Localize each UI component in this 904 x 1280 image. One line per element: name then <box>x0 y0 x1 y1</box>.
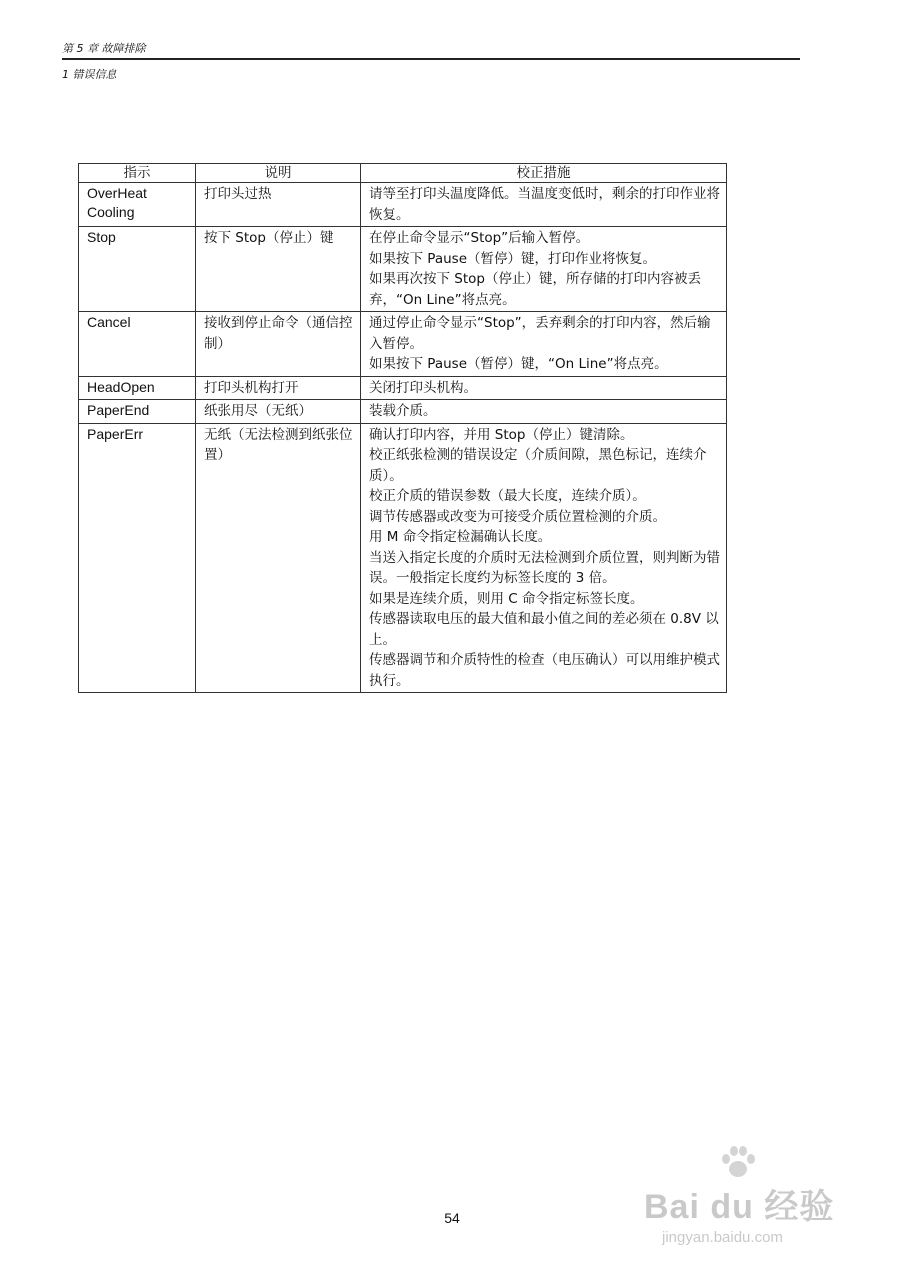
indicator-cell <box>79 312 196 377</box>
action-line: 装载介质。 <box>369 403 437 419</box>
action-line: 当送入指定长度的介质时无法检测到介质位置，则判断为错误。一般指定长度约为标签长度的 3 倍。 <box>369 549 720 586</box>
page-number: 54 <box>444 1210 460 1226</box>
action-cell <box>361 376 727 400</box>
indicator-text: Cooling <box>87 204 135 220</box>
indicator-text: PaperEnd <box>87 402 150 418</box>
baidu-jingyan-watermark <box>640 1145 870 1265</box>
indicator-text: HeadOpen <box>87 378 155 395</box>
action-line: 请等至打印头温度降低。当温度变低时，剩余的打印作业将恢复。 <box>369 186 720 223</box>
header-rule <box>62 58 800 60</box>
error-table <box>78 163 727 693</box>
action-line: 传感器调节和介质特性的检查（电压确认）可以用维护模式执行。 <box>369 652 720 689</box>
page-header <box>62 42 800 82</box>
action-line: 确认打印内容，并用 Stop（停止）键清除。 <box>369 426 634 443</box>
indicator-text: Stop <box>87 229 116 245</box>
table-row <box>79 227 727 312</box>
table-header-row <box>79 164 727 183</box>
chapter-title: 第 5 章 故障排除 <box>62 42 146 55</box>
action-line: 校正纸张检测的错误设定（介质间隙，黑色标记，连续介质）。 <box>369 447 707 484</box>
description-cell: 打印头过热 <box>196 183 361 227</box>
header-corrective-action: 校正措施 <box>361 164 727 183</box>
action-line: 传感器读取电压的最大值和最小值之间的差必须在 0.8V 以上。 <box>369 611 719 648</box>
action-line: 调节传感器或改变为可接受介质位置检测的介质。 <box>369 508 666 525</box>
action-line: 校正介质的错误参数（最大长度，连续介质）。 <box>369 488 646 504</box>
indicator-cell <box>79 376 196 400</box>
action-line: 用 M 命令指定检漏确认长度。 <box>369 529 552 545</box>
action-cell <box>361 183 727 227</box>
indicator-text: Cancel <box>87 314 131 330</box>
action-cell <box>361 423 727 693</box>
table-row <box>79 400 727 424</box>
action-line: 关闭打印头机构。 <box>369 379 477 396</box>
watermark-url: jingyan.baidu.com <box>662 1229 783 1246</box>
table-row <box>79 312 727 377</box>
action-cell <box>361 312 727 377</box>
indicator-cell <box>79 423 196 693</box>
watermark-brand: Bai du 经验 <box>644 1188 835 1226</box>
indicator-cell <box>79 183 196 227</box>
header-description: 说明 <box>196 164 361 183</box>
description-cell: 接收到停止命令（通信控制） <box>196 312 361 377</box>
action-line: 如果按下 Pause（暂停）键，打印作业将恢复。 <box>369 250 656 267</box>
description-cell: 无纸（无法检测到纸张位置） <box>196 423 361 693</box>
indicator-cell <box>79 400 196 424</box>
action-line: 如果再次按下 Stop（停止）键，所存储的打印内容被丢弃，“On Line”将点亮。 <box>369 271 701 308</box>
table-row <box>79 183 727 227</box>
table-row <box>79 423 727 693</box>
action-cell <box>361 400 727 424</box>
paw-icon <box>718 1145 758 1179</box>
indicator-cell <box>79 227 196 312</box>
indicator-text: PaperErr <box>87 425 144 442</box>
action-line: 通过停止命令显示“Stop”，丢弃剩余的打印内容，然后输入暂停。 <box>369 315 711 352</box>
action-cell <box>361 227 727 312</box>
action-line: 如果是连续介质，则用 C 命令指定标签长度。 <box>369 590 644 607</box>
table-row <box>79 376 727 400</box>
action-line: 在停止命令显示“Stop”后输入暂停。 <box>369 230 590 246</box>
description-cell: 按下 Stop（停止）键 <box>196 227 361 312</box>
section-title: 1 错误信息 <box>62 68 117 81</box>
action-line: 如果按下 Pause（暂停）键，“On Line”将点亮。 <box>369 356 668 372</box>
indicator-text: OverHeat <box>87 185 147 201</box>
description-cell: 打印头机构打开 <box>196 376 361 400</box>
description-cell: 纸张用尽（无纸） <box>196 400 361 424</box>
header-indicator: 指示 <box>79 164 196 183</box>
